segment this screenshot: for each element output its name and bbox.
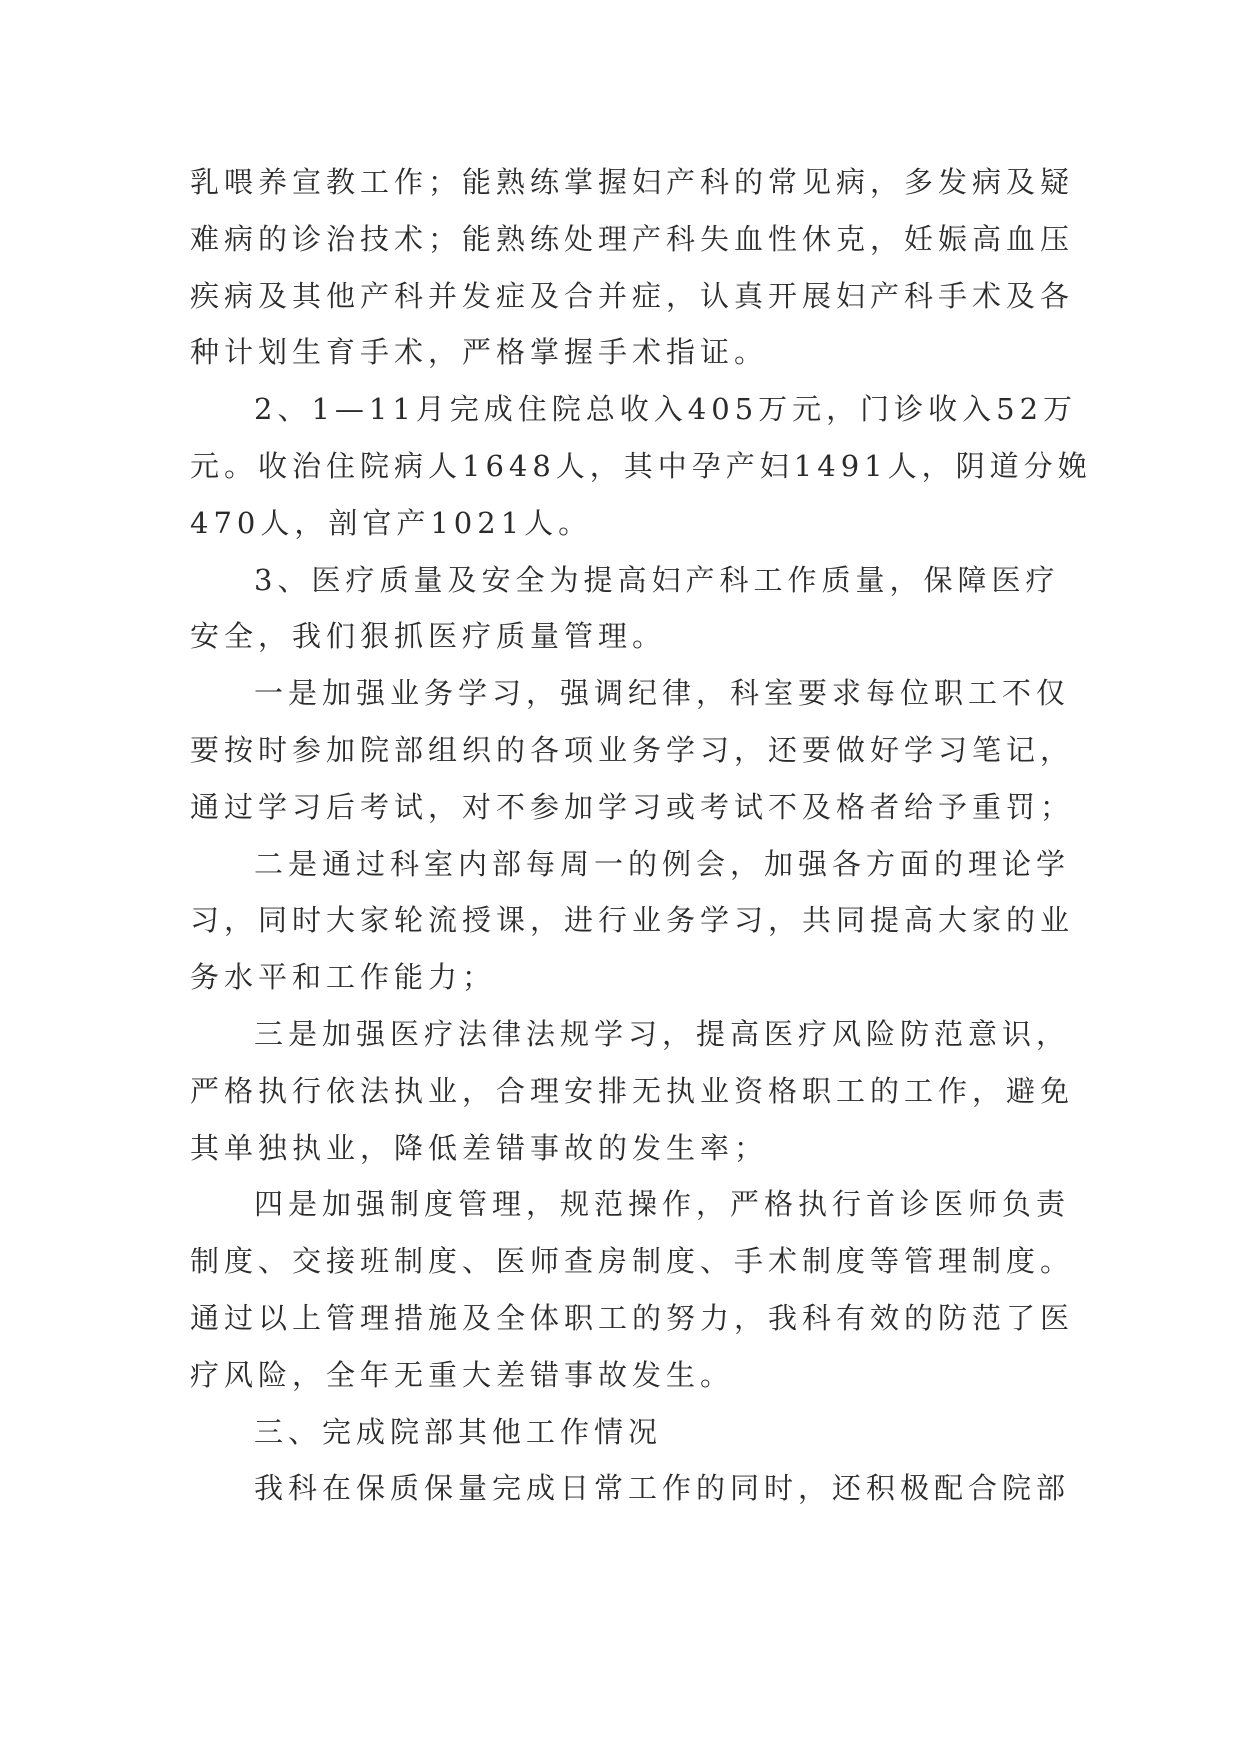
text-line: 通过学习后考试，对不参加学习或考试不及格者给予重罚；	[190, 789, 1075, 824]
text-line: 习，同时大家轮流授课，进行业务学习，共同提高大家的业	[190, 903, 1075, 938]
text-line: 制度、交接班制度、医师查房制度、手术制度等管理制度。	[190, 1244, 1075, 1279]
text-line: 元。收治住院病人1648人，其中孕产妇1491人，阴道分娩	[190, 448, 1092, 483]
text-line: 三是加强医疗法律法规学习，提高医疗风险防范意识，	[254, 1016, 1071, 1051]
text-line: 470人，剖官产1021人。	[190, 505, 593, 540]
text-line: 乳喂养宣教工作；能熟练掌握妇产科的常见病，多发病及疑	[190, 165, 1075, 199]
text-line: 疾病及其他产科并发症及合并症，认真开展妇产科手术及各	[190, 278, 1075, 313]
text-line: 严格执行依法执业，合理安排无执业资格职工的工作，避免	[190, 1073, 1075, 1108]
text-line: 疗风险，全年无重大差错事故发生。	[190, 1357, 735, 1392]
text-line: 3、医疗质量及安全为提高妇产科工作质量，保障医疗	[254, 562, 1060, 597]
text-line: 三、完成院部其他工作情况	[254, 1414, 663, 1449]
text-line: 二是通过科室内部每周一的例会，加强各方面的理论学	[254, 846, 1071, 881]
text-line: 其单独执业，降低差错事故的发生率；	[190, 1130, 769, 1165]
text-line: 我科在保质保量完成日常工作的同时，还积极配合院部	[254, 1471, 1071, 1506]
text-line: 难病的诊治技术；能熟练处理产科失血性休克，妊娠高血压	[190, 221, 1075, 256]
text-line: 要按时参加院部组织的各项业务学习，还要做好学习笔记，	[190, 732, 1075, 767]
document-body	[190, 154, 1092, 1517]
text-line: 安全，我们狠抓医疗质量管理。	[190, 619, 667, 654]
text-line: 通过以上管理措施及全体职工的努力，我科有效的防范了医	[190, 1300, 1075, 1335]
text-line: 务水平和工作能力；	[190, 960, 497, 995]
text-line: 种计划生育手术，严格掌握手术指证。	[190, 335, 769, 370]
text-line: 四是加强制度管理，规范操作，严格执行首诊医师负责	[254, 1187, 1071, 1222]
text-line: 一是加强业务学习，强调纪律，科室要求每位职工不仅	[254, 676, 1071, 711]
text-line: 2、1—11月完成住院总收入405万元，门诊收入52万	[254, 392, 1078, 427]
